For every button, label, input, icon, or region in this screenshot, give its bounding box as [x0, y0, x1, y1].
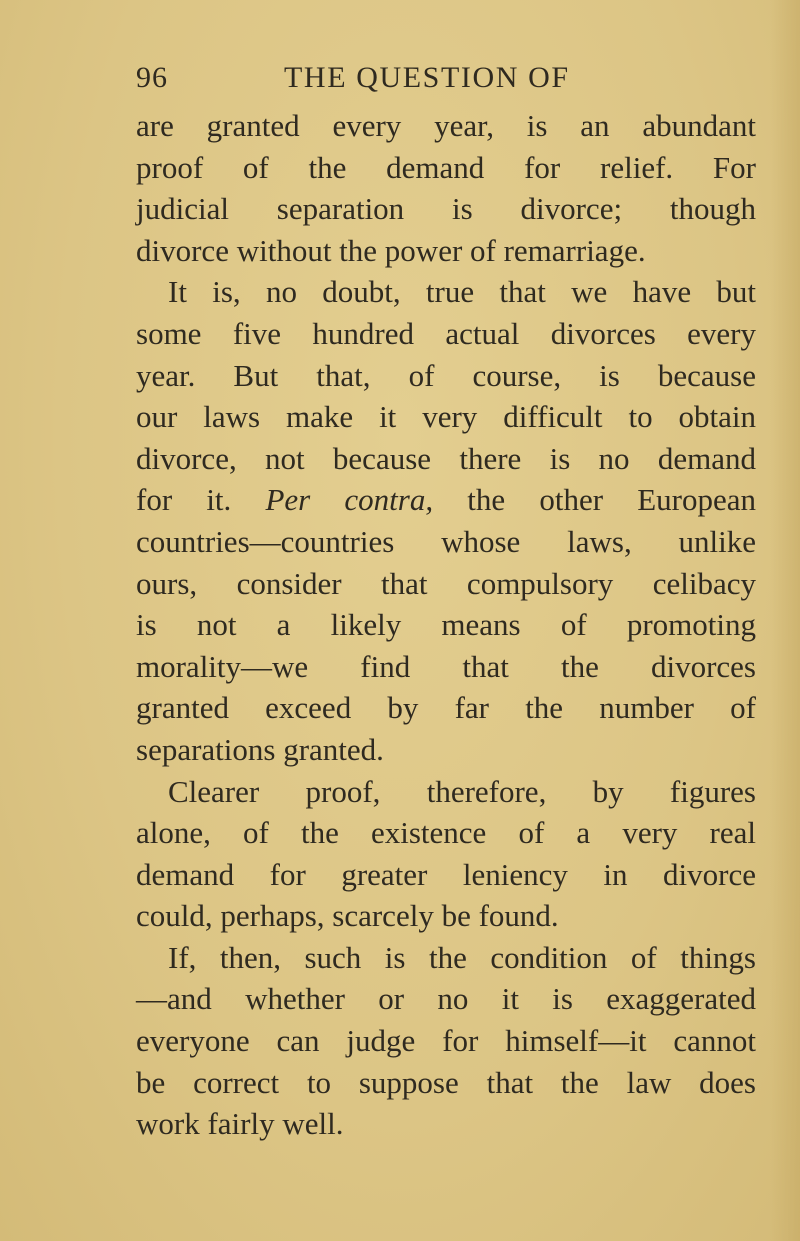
running-head: THE QUESTION OF [284, 61, 570, 94]
paragraph-start-line: It is, no doubt, true that we have but [168, 274, 756, 310]
text-line: is not a likely means of promoting [136, 607, 756, 643]
page-edge-shadow [770, 0, 800, 1241]
text-line: proof of the demand for relief. For [136, 149, 756, 185]
text-segment: for it. [136, 482, 266, 518]
paragraph-start-line: If, then, such is the condition of things [168, 939, 756, 975]
text-line: be correct to suppose that the law does [136, 1064, 756, 1100]
text-line: demand for greater leniency in divorce [136, 856, 756, 892]
text-line: granted exceed by far the number of [136, 690, 756, 726]
page-header [136, 58, 696, 98]
text-line: are granted every year, is an abundant [136, 108, 756, 143]
text-line: everyone can judge for himself—it cannot [136, 1023, 756, 1059]
text-line: separations granted. [136, 731, 384, 767]
text-line: year. But that, of course, is because [136, 357, 756, 393]
text-line: —and whether or no it is exaggerated [136, 981, 756, 1017]
text-line: alone, of the existence of a very real [136, 815, 756, 851]
paragraph-start-line: Clearer proof, therefore, by figures [168, 773, 756, 809]
text-line: morality—we find that the divorces [136, 648, 756, 684]
text-line: countries—countries whose laws, unlike [136, 523, 756, 559]
text-segment: the other European [433, 482, 756, 518]
page-number: 96 [136, 61, 168, 94]
text-line: some five hundred actual divorces every [136, 315, 756, 351]
text-line-with-italic [136, 479, 756, 521]
text-line: work fairly well. [136, 1106, 344, 1142]
text-line: divorce, not because there is no demand [136, 440, 756, 476]
body-text [136, 105, 756, 1145]
text-line: our laws make it very difficult to obtain [136, 399, 756, 435]
text-line: divorce without the power of remarriage. [136, 232, 646, 268]
text-line: judicial separation is divorce; though [136, 191, 756, 227]
text-line: ours, consider that compulsory celibacy [136, 565, 756, 601]
italic-phrase: Per contra, [265, 482, 434, 518]
text-line: could, perhaps, scarcely be found. [136, 898, 559, 934]
